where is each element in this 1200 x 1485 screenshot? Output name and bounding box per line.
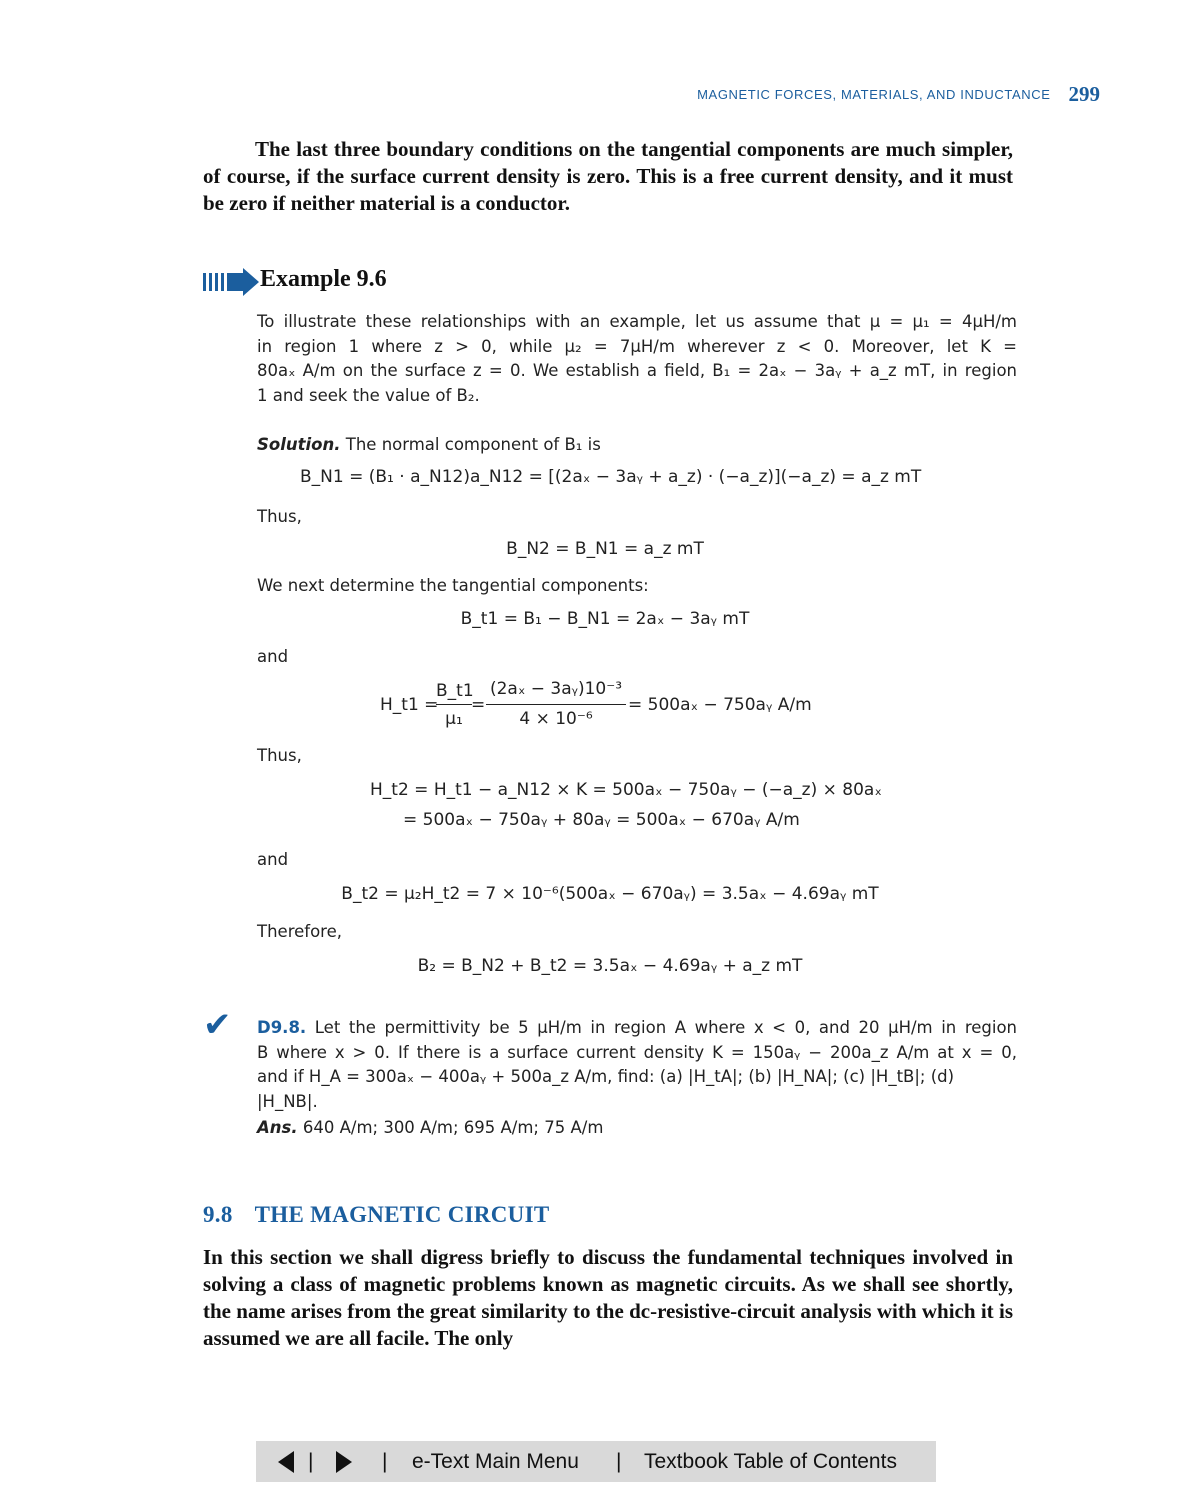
example-title: Example 9.6: [260, 266, 387, 292]
solution-intro: [257, 433, 601, 458]
drill-line: Let the permittivity be 5 μH/m in region A where x < 0, and 20 μH/m in region: [306, 1018, 1017, 1037]
nav-separator: |: [382, 1450, 388, 1473]
thus-label: Thus,: [257, 507, 302, 526]
thus-label: Thus,: [257, 746, 302, 765]
intro-paragraph: The last three boundary conditions on the tangential components are much simpler, of course, if the surface current density is zero. This is a free current density, and it must be zero if neither material is a conductor.: [203, 137, 1013, 215]
drill-problem: [257, 1016, 1017, 1114]
statement-line: 1 and seek the value of B₂.: [257, 385, 480, 405]
next-page-button[interactable]: [336, 1451, 352, 1473]
fraction-bar: [436, 704, 472, 705]
fraction-bar: [486, 704, 626, 705]
eq4-den2: 4 × 10⁻⁶: [519, 709, 593, 729]
eq4-rhs: = 500aₓ − 750aᵧ A/m: [628, 695, 812, 715]
navigation-bar: [256, 1441, 936, 1482]
solution-label: Solution.: [257, 435, 341, 454]
eq4-lhs: H_t1 =: [380, 695, 439, 715]
section-title: THE MAGNETIC CIRCUIT: [254, 1202, 550, 1227]
statement-line: To illustrate these relationships with an example, let us assume that μ = μ₁ = 4μH/m: [257, 312, 1017, 331]
equation-b2: B₂ = B_N2 + B_t2 = 3.5aₓ − 4.69aᵧ + a_z mT: [417, 956, 803, 976]
main-menu-link[interactable]: e-Text Main Menu: [412, 1450, 579, 1473]
nav-separator: |: [616, 1450, 622, 1473]
section-heading: [203, 1202, 549, 1228]
example-statement: [257, 310, 1017, 408]
and-label: and: [257, 850, 289, 869]
equation-bn2: B_N2 = B_N1 = a_z mT: [506, 539, 704, 559]
equation-bt2: B_t2 = μ₂H_t2 = 7 × 10⁻⁶(500aₓ − 670aᵧ) = 3.5aₓ − 4.69aᵧ mT: [341, 884, 879, 904]
drill-answer: [257, 1116, 603, 1141]
equation-bn1: B_N1 = (B₁ · a_N12)a_N12 = [(2aₓ − 3aᵧ + a_z) · (−a_z)](−a_z) = a_z mT: [300, 467, 922, 487]
equation-ht1: H_t1 = B_t1 μ₁ = (2aₓ − 3aᵧ)10⁻³ 4 × 10⁻⁶ = 500aₓ − 750aᵧ A/m: [380, 679, 812, 729]
running-head: [600, 80, 1100, 105]
example-arrow-icon: [203, 268, 261, 301]
drill-line: and if H_A = 300aₓ − 400aᵧ + 500a_z A/m, find: (a) |H_tA|; (b) |H_NA|; (c) |H_tB|; (d) |H_NB|.: [257, 1067, 955, 1111]
page-number: 299: [1068, 82, 1100, 106]
running-title: MAGNETIC FORCES, MATERIALS, AND INDUCTANCE: [697, 87, 1051, 102]
previous-page-button[interactable]: [278, 1451, 294, 1473]
answer-text: 640 A/m; 300 A/m; 695 A/m; 75 A/m: [297, 1118, 604, 1137]
drill-line: B where x > 0. If there is a surface current density K = 150aᵧ − 200a_z A/m at x = 0,: [257, 1042, 1017, 1062]
nav-separator: |: [308, 1450, 314, 1473]
section-paragraph: In this section we shall digress briefly to discuss the fundamental techniques involved in solving a class of magnetic problems known as magnetic circuits. As we shall see shortly, the name arises from the great similarity to the dc-resistive-circuit analysis with which it is assumed we are all facile. The only: [203, 1245, 1013, 1350]
equation-ht2-line2: = 500aₓ − 750aᵧ + 80aᵧ = 500aₓ − 670aᵧ A/m: [403, 810, 800, 830]
table-of-contents-link[interactable]: Textbook Table of Contents: [644, 1450, 897, 1473]
therefore-label: Therefore,: [257, 922, 342, 941]
eq4-num1: B_t1: [436, 681, 474, 701]
next-text: We next determine the tangential components:: [257, 576, 649, 595]
section-number: 9.8: [203, 1202, 233, 1227]
equation-ht2-line1: H_t2 = H_t1 − a_N12 × K = 500aₓ − 750aᵧ − (−a_z) × 80aₓ: [370, 780, 882, 800]
and-label: and: [257, 647, 289, 666]
eq4-num2: (2aₓ − 3aᵧ)10⁻³: [489, 679, 623, 699]
checkmark-icon: ✔: [203, 1005, 232, 1045]
statement-line: 80aₓ A/m on the surface z = 0. We establish a field, B₁ = 2aₓ − 3aᵧ + a_z mT, in region: [257, 361, 1017, 380]
statement-line: in region 1 where z > 0, while μ₂ = 7μH/m wherever z < 0. Moreover, let K =: [257, 336, 1017, 356]
eq4-den1: μ₁: [445, 709, 463, 729]
equation-bt1: B_t1 = B₁ − B_N1 = 2aₓ − 3aᵧ mT: [460, 609, 750, 629]
answer-label: Ans.: [257, 1118, 298, 1137]
drill-label: D9.8.: [257, 1018, 307, 1037]
solution-text: The normal component of B₁ is: [340, 435, 601, 454]
